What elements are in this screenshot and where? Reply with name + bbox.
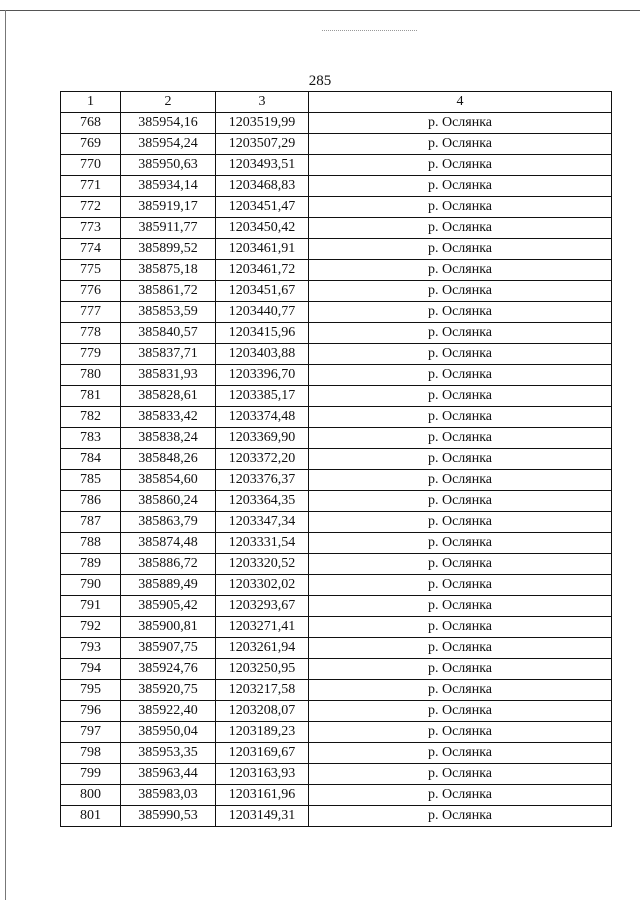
table-header-row [61, 92, 612, 113]
cell-description: р. Ослянка [309, 764, 612, 785]
cell-x-coordinate: 385934,14 [121, 176, 216, 197]
table-row [61, 407, 612, 428]
cell-point-number: 772 [61, 197, 121, 218]
table-row [61, 512, 612, 533]
scan-edge-top [0, 10, 640, 11]
cell-y-coordinate: 1203163,93 [216, 764, 309, 785]
cell-y-coordinate: 1203293,67 [216, 596, 309, 617]
cell-point-number: 768 [61, 113, 121, 134]
cell-x-coordinate: 385875,18 [121, 260, 216, 281]
cell-description: р. Ослянка [309, 617, 612, 638]
cell-y-coordinate: 1203369,90 [216, 428, 309, 449]
table-row [61, 176, 612, 197]
cell-x-coordinate: 385874,48 [121, 533, 216, 554]
cell-point-number: 800 [61, 785, 121, 806]
cell-x-coordinate: 385840,57 [121, 323, 216, 344]
cell-x-coordinate: 385831,93 [121, 365, 216, 386]
cell-y-coordinate: 1203376,37 [216, 470, 309, 491]
cell-y-coordinate: 1203451,67 [216, 281, 309, 302]
cell-x-coordinate: 385861,72 [121, 281, 216, 302]
table-row [61, 470, 612, 491]
cell-point-number: 794 [61, 659, 121, 680]
cell-y-coordinate: 1203271,41 [216, 617, 309, 638]
cell-y-coordinate: 1203396,70 [216, 365, 309, 386]
cell-x-coordinate: 385833,42 [121, 407, 216, 428]
cell-description: р. Ослянка [309, 239, 612, 260]
table-row [61, 323, 612, 344]
cell-description: р. Ослянка [309, 113, 612, 134]
scan-edge-left [5, 10, 6, 900]
cell-description: р. Ослянка [309, 554, 612, 575]
cell-point-number: 779 [61, 344, 121, 365]
cell-x-coordinate: 385860,24 [121, 491, 216, 512]
cell-description: р. Ослянка [309, 134, 612, 155]
cell-y-coordinate: 1203250,95 [216, 659, 309, 680]
cell-x-coordinate: 385990,53 [121, 806, 216, 827]
cell-description: р. Ослянка [309, 407, 612, 428]
cell-x-coordinate: 385900,81 [121, 617, 216, 638]
cell-x-coordinate: 385954,16 [121, 113, 216, 134]
table-row [61, 239, 612, 260]
cell-description: р. Ослянка [309, 386, 612, 407]
table-row [61, 113, 612, 134]
cell-x-coordinate: 385953,35 [121, 743, 216, 764]
cell-point-number: 783 [61, 428, 121, 449]
cell-y-coordinate: 1203519,99 [216, 113, 309, 134]
cell-point-number: 769 [61, 134, 121, 155]
table-row [61, 617, 612, 638]
cell-description: р. Ослянка [309, 659, 612, 680]
table-row [61, 155, 612, 176]
table-row [61, 428, 612, 449]
cell-x-coordinate: 385924,76 [121, 659, 216, 680]
coordinates-table [60, 91, 612, 827]
cell-point-number: 793 [61, 638, 121, 659]
cell-point-number: 796 [61, 701, 121, 722]
cell-point-number: 797 [61, 722, 121, 743]
cell-point-number: 785 [61, 470, 121, 491]
table-row [61, 218, 612, 239]
table-row [61, 302, 612, 323]
page-number: 285 [308, 73, 332, 89]
scan-artifact [322, 30, 417, 31]
column-header-description: 4 [309, 92, 612, 113]
cell-y-coordinate: 1203331,54 [216, 533, 309, 554]
cell-description: р. Ослянка [309, 596, 612, 617]
cell-y-coordinate: 1203461,72 [216, 260, 309, 281]
table-row [61, 764, 612, 785]
table-row [61, 386, 612, 407]
table-row [61, 659, 612, 680]
cell-description: р. Ослянка [309, 512, 612, 533]
cell-x-coordinate: 385889,49 [121, 575, 216, 596]
table-row [61, 806, 612, 827]
table-row [61, 449, 612, 470]
cell-y-coordinate: 1203415,96 [216, 323, 309, 344]
table-row [61, 596, 612, 617]
cell-x-coordinate: 385950,04 [121, 722, 216, 743]
cell-description: р. Ослянка [309, 428, 612, 449]
cell-point-number: 771 [61, 176, 121, 197]
table-row [61, 554, 612, 575]
cell-point-number: 789 [61, 554, 121, 575]
cell-description: р. Ослянка [309, 470, 612, 491]
cell-point-number: 792 [61, 617, 121, 638]
cell-description: р. Ослянка [309, 491, 612, 512]
table-row [61, 722, 612, 743]
cell-y-coordinate: 1203261,94 [216, 638, 309, 659]
cell-y-coordinate: 1203451,47 [216, 197, 309, 218]
cell-description: р. Ослянка [309, 701, 612, 722]
table-row [61, 701, 612, 722]
cell-x-coordinate: 385854,60 [121, 470, 216, 491]
cell-point-number: 775 [61, 260, 121, 281]
table-body [61, 113, 612, 827]
cell-x-coordinate: 385848,26 [121, 449, 216, 470]
cell-point-number: 795 [61, 680, 121, 701]
cell-point-number: 788 [61, 533, 121, 554]
cell-y-coordinate: 1203440,77 [216, 302, 309, 323]
cell-description: р. Ослянка [309, 533, 612, 554]
cell-x-coordinate: 385863,79 [121, 512, 216, 533]
cell-y-coordinate: 1203385,17 [216, 386, 309, 407]
cell-x-coordinate: 385907,75 [121, 638, 216, 659]
cell-description: р. Ослянка [309, 575, 612, 596]
table-row [61, 575, 612, 596]
cell-description: р. Ослянка [309, 806, 612, 827]
cell-x-coordinate: 385911,77 [121, 218, 216, 239]
table-row [61, 134, 612, 155]
cell-point-number: 780 [61, 365, 121, 386]
cell-y-coordinate: 1203372,20 [216, 449, 309, 470]
cell-description: р. Ослянка [309, 344, 612, 365]
cell-x-coordinate: 385853,59 [121, 302, 216, 323]
table-row [61, 197, 612, 218]
cell-x-coordinate: 385899,52 [121, 239, 216, 260]
cell-description: р. Ослянка [309, 155, 612, 176]
cell-x-coordinate: 385905,42 [121, 596, 216, 617]
cell-description: р. Ослянка [309, 785, 612, 806]
cell-description: р. Ослянка [309, 680, 612, 701]
cell-description: р. Ослянка [309, 638, 612, 659]
cell-description: р. Ослянка [309, 722, 612, 743]
cell-y-coordinate: 1203347,34 [216, 512, 309, 533]
cell-y-coordinate: 1203403,88 [216, 344, 309, 365]
cell-description: р. Ослянка [309, 260, 612, 281]
table-row [61, 785, 612, 806]
table-row [61, 638, 612, 659]
cell-y-coordinate: 1203189,23 [216, 722, 309, 743]
cell-y-coordinate: 1203302,02 [216, 575, 309, 596]
cell-description: р. Ослянка [309, 197, 612, 218]
cell-description: р. Ослянка [309, 176, 612, 197]
table-row [61, 260, 612, 281]
cell-y-coordinate: 1203320,52 [216, 554, 309, 575]
cell-x-coordinate: 385983,03 [121, 785, 216, 806]
cell-y-coordinate: 1203461,91 [216, 239, 309, 260]
cell-y-coordinate: 1203217,58 [216, 680, 309, 701]
cell-point-number: 790 [61, 575, 121, 596]
cell-point-number: 787 [61, 512, 121, 533]
cell-x-coordinate: 385828,61 [121, 386, 216, 407]
cell-y-coordinate: 1203161,96 [216, 785, 309, 806]
cell-point-number: 786 [61, 491, 121, 512]
cell-description: р. Ослянка [309, 449, 612, 470]
cell-point-number: 777 [61, 302, 121, 323]
cell-description: р. Ослянка [309, 365, 612, 386]
cell-x-coordinate: 385837,71 [121, 344, 216, 365]
cell-description: р. Ослянка [309, 302, 612, 323]
cell-point-number: 799 [61, 764, 121, 785]
cell-x-coordinate: 385954,24 [121, 134, 216, 155]
cell-point-number: 784 [61, 449, 121, 470]
cell-description: р. Ослянка [309, 743, 612, 764]
cell-x-coordinate: 385920,75 [121, 680, 216, 701]
cell-x-coordinate: 385963,44 [121, 764, 216, 785]
cell-y-coordinate: 1203493,51 [216, 155, 309, 176]
cell-point-number: 773 [61, 218, 121, 239]
cell-description: р. Ослянка [309, 281, 612, 302]
cell-description: р. Ослянка [309, 323, 612, 344]
cell-point-number: 801 [61, 806, 121, 827]
cell-y-coordinate: 1203450,42 [216, 218, 309, 239]
table-row [61, 743, 612, 764]
column-header-y: 3 [216, 92, 309, 113]
cell-y-coordinate: 1203507,29 [216, 134, 309, 155]
table-row [61, 533, 612, 554]
table-row [61, 365, 612, 386]
cell-y-coordinate: 1203208,07 [216, 701, 309, 722]
cell-y-coordinate: 1203149,31 [216, 806, 309, 827]
table-row [61, 680, 612, 701]
cell-y-coordinate: 1203169,67 [216, 743, 309, 764]
cell-y-coordinate: 1203374,48 [216, 407, 309, 428]
cell-point-number: 774 [61, 239, 121, 260]
cell-point-number: 778 [61, 323, 121, 344]
cell-x-coordinate: 385922,40 [121, 701, 216, 722]
table-row [61, 491, 612, 512]
cell-point-number: 791 [61, 596, 121, 617]
cell-point-number: 798 [61, 743, 121, 764]
cell-y-coordinate: 1203364,35 [216, 491, 309, 512]
table-row [61, 281, 612, 302]
column-header-x: 2 [121, 92, 216, 113]
cell-x-coordinate: 385838,24 [121, 428, 216, 449]
table-row [61, 344, 612, 365]
cell-x-coordinate: 385950,63 [121, 155, 216, 176]
cell-point-number: 782 [61, 407, 121, 428]
cell-point-number: 770 [61, 155, 121, 176]
cell-point-number: 776 [61, 281, 121, 302]
column-header-point: 1 [61, 92, 121, 113]
cell-x-coordinate: 385886,72 [121, 554, 216, 575]
cell-point-number: 781 [61, 386, 121, 407]
cell-y-coordinate: 1203468,83 [216, 176, 309, 197]
cell-description: р. Ослянка [309, 218, 612, 239]
cell-x-coordinate: 385919,17 [121, 197, 216, 218]
